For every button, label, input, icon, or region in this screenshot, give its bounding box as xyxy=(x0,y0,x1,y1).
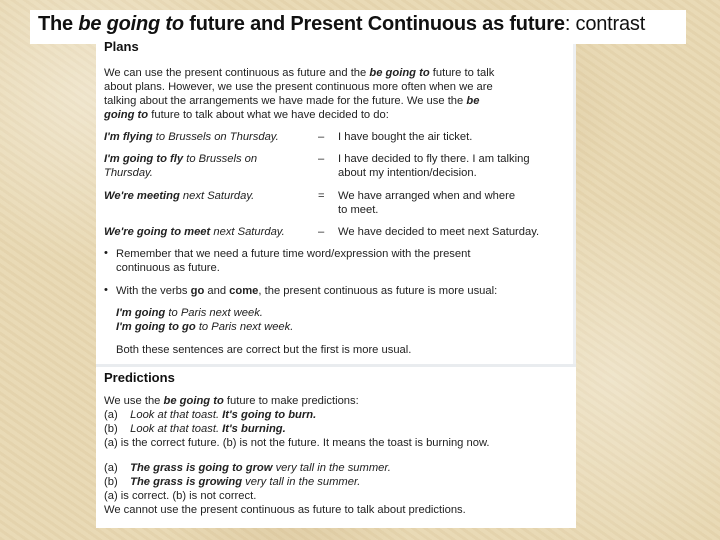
title-part-3: future and Present Continuous as future xyxy=(183,13,565,35)
predictions-intro: We use the be going to future to make predictions: xyxy=(104,395,359,407)
go-example-1: I'm going to Paris next week. xyxy=(116,307,263,319)
section-divider xyxy=(96,364,576,367)
plans-intro-line-2: about plans. However, we use the present continuous more often when we are xyxy=(104,81,493,93)
bullet-dot-2: • xyxy=(104,284,108,296)
plans-row-2-example: I'm going to fly to Brussels on xyxy=(104,153,258,165)
plans-row-1-example: I'm flying to Brussels on Thursday. xyxy=(104,131,279,143)
plans-row-4-sep: – xyxy=(318,226,325,238)
plans-row-1-meaning: I have bought the air ticket. xyxy=(338,131,473,143)
predictions-heading: Predictions xyxy=(104,370,175,385)
prediction-b2: (b) The grass is growing very tall in the summer. xyxy=(104,476,361,488)
prediction-a1: (a) Look at that toast. It's going to burn. xyxy=(104,409,317,421)
bullet-1-line-2: continuous as future. xyxy=(116,262,220,274)
go-note: Both these sentences are correct but the first is more usual. xyxy=(116,344,412,356)
prediction-a2: (a) The grass is going to grow very tall in the summer. xyxy=(104,462,391,474)
prediction-explanation-1: (a) is the correct future. (b) is not the future. It means the toast is burning now. xyxy=(104,437,490,449)
plans-row-4-meaning: We have decided to meet next Saturday. xyxy=(338,226,540,238)
prediction-explanation-2: (a) is correct. (b) is not correct. xyxy=(104,490,257,502)
textbook-page xyxy=(96,39,576,528)
plans-heading: Plans xyxy=(104,39,139,54)
title-part-2: be going to xyxy=(78,13,184,35)
plans-row-3-meaning: We have arranged when and where xyxy=(338,190,516,202)
plans-intro-line-4: going to future to talk about what we have decided to do: xyxy=(104,109,389,121)
plans-intro-line-1: We can use the present continuous as future and the be going to future to talk xyxy=(104,67,495,79)
prediction-explanation-3: We cannot use the present continuous as future to talk about predictions. xyxy=(104,504,466,516)
go-example-2: I'm going to go to Paris next week. xyxy=(116,321,294,333)
prediction-b1: (b) Look at that toast. It's burning. xyxy=(104,423,286,435)
plans-row-2-meaning: I have decided to fly there. I am talking xyxy=(338,153,530,165)
plans-row-3-sep: = xyxy=(318,190,325,202)
bullet-2-line: With the verbs go and come, the present continuous as future is more usual: xyxy=(116,285,498,297)
title-part-4: : contrast xyxy=(564,13,646,35)
plans-row-3-example: We're meeting next Saturday. xyxy=(104,190,255,202)
plans-row-4-example: We're going to meet next Saturday. xyxy=(104,226,285,238)
page-edge-rule xyxy=(573,44,576,366)
plans-row-1-sep: – xyxy=(318,131,325,143)
plans-intro-line-3: talking about the arrangements we have made for the future. We use the be xyxy=(104,95,480,107)
plans-row-2-meaning-cont: about my intention/decision. xyxy=(338,167,477,179)
bullet-dot-1: • xyxy=(104,247,108,259)
plans-row-3-meaning-cont: to meet. xyxy=(338,204,379,216)
plans-row-2-example-cont: Thursday. xyxy=(104,167,153,179)
title-part-1: The xyxy=(38,13,79,35)
bullet-1-line-1: Remember that we need a future time word/expression with the present xyxy=(116,248,471,260)
plans-row-2-sep: – xyxy=(318,153,325,165)
